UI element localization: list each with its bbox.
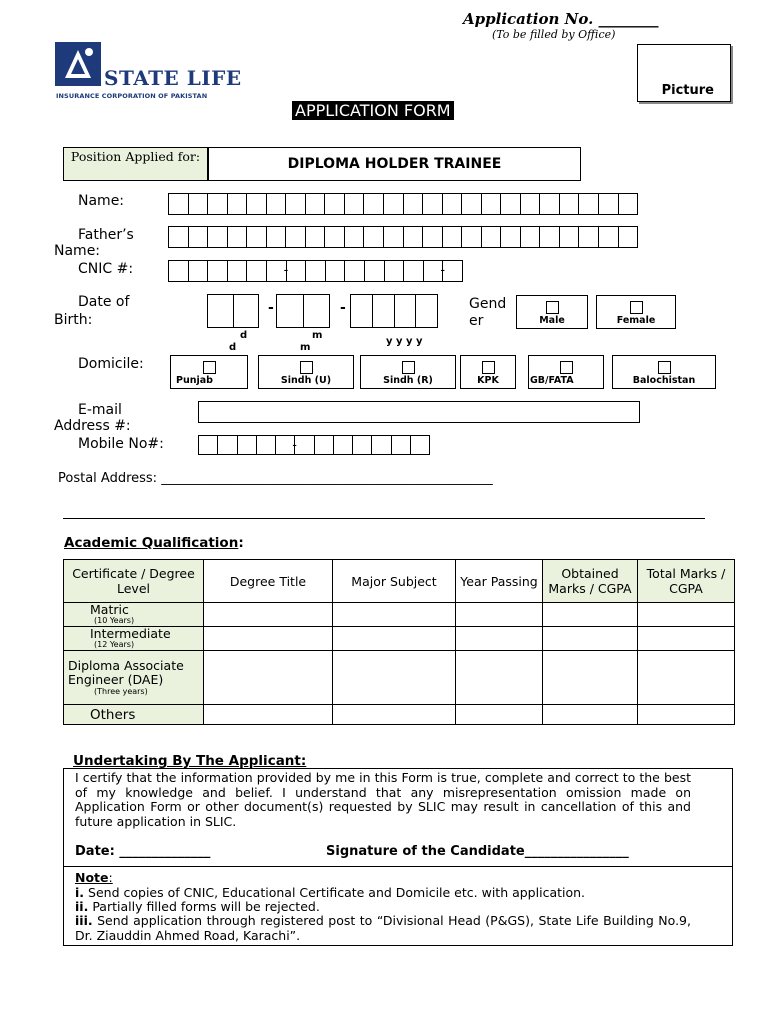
table-row: Intermediate (12 Years) bbox=[64, 627, 735, 651]
column-header: Degree Title bbox=[204, 560, 333, 603]
position-value: DIPLOMA HOLDER TRAINEE bbox=[208, 147, 581, 181]
dob-mm-hint: m bbox=[300, 342, 311, 353]
state-life-logo-icon bbox=[55, 42, 101, 86]
dob-yyyy-hint: y y y y bbox=[386, 336, 423, 347]
domicile-gbfata-checkbox[interactable]: GB/FATA bbox=[528, 355, 604, 389]
dob-dd-hint: d bbox=[229, 342, 237, 353]
dob-month-input[interactable] bbox=[276, 294, 330, 328]
note-item: iii. Send application through registered post to “Divisional Head (P&GS), State Life Building No.9, Dr. Ziauddin Ahmed Road, Karachi”. bbox=[75, 913, 691, 943]
mobile-label: Mobile No#: bbox=[78, 436, 164, 452]
academic-table bbox=[63, 559, 735, 725]
logo-name: STATE LIFE bbox=[104, 66, 242, 90]
column-header: Total Marks / CGPA bbox=[638, 560, 735, 603]
column-header: Major Subject bbox=[333, 560, 456, 603]
gender-label-line1: Gend bbox=[469, 296, 507, 312]
note-item: ii. Partially filled forms will be rejected. bbox=[75, 899, 320, 914]
column-header: Obtained Marks / CGPA bbox=[543, 560, 638, 603]
dob-day-input[interactable] bbox=[207, 294, 259, 328]
dob-year-input[interactable] bbox=[350, 294, 438, 328]
signature-field[interactable]: Signature of the Candidate________________ bbox=[326, 844, 629, 859]
name-label: Name: bbox=[78, 193, 125, 209]
gender-label-line2: er bbox=[469, 313, 484, 329]
dob-separator: - bbox=[268, 300, 274, 316]
logo-subtitle: INSURANCE CORPORATION OF PAKISTAN bbox=[56, 92, 208, 100]
note-item: i. Send copies of CNIC, Educational Certificate and Domicile etc. with application. bbox=[75, 885, 586, 900]
table-row: Others bbox=[64, 705, 735, 725]
column-header: Certificate / Degree Level bbox=[64, 560, 204, 603]
dob-dd-hint: d bbox=[240, 330, 248, 341]
domicile-balochistan-checkbox[interactable]: Balochistan bbox=[612, 355, 716, 389]
dob-label-line2: Birth: bbox=[54, 312, 93, 328]
domicile-label: Domicile: bbox=[78, 356, 144, 372]
domicile-punjab-checkbox[interactable]: Punjab bbox=[170, 355, 248, 389]
father-name-input[interactable] bbox=[168, 226, 638, 248]
postal-address-label: Postal Address: ___________________________________________________ bbox=[58, 471, 493, 486]
picture-label: Picture bbox=[661, 83, 714, 98]
undertaking-heading: Undertaking By The Applicant: bbox=[73, 753, 307, 769]
email-label-line1: E-mail bbox=[78, 402, 122, 418]
postal-address-line[interactable] bbox=[63, 518, 705, 519]
gender-male-checkbox[interactable]: Male bbox=[516, 295, 588, 329]
table-row: Matric (10 Years) bbox=[64, 603, 735, 627]
cnic-input[interactable]: - - bbox=[168, 260, 463, 282]
form-title: APPLICATION FORM bbox=[292, 101, 454, 120]
domicile-sindh-urban-checkbox[interactable]: Sindh (U) bbox=[258, 355, 354, 389]
application-number-note: (To be filled by Office) bbox=[492, 28, 616, 41]
undertaking-text: I certify that the information provided by me in this Form is true, complete and correct to the best of my knowledge and belief. I understand that any misrepresentation omission made on Application Form or other document(s) requested by SLIC may result in cancellation of this and future application in SLIC. bbox=[75, 770, 691, 829]
date-field[interactable]: Date: ______________ bbox=[75, 844, 211, 859]
dob-mm-hint: m bbox=[312, 330, 323, 341]
email-label-line2: Address #: bbox=[54, 418, 131, 434]
note-heading: Note: bbox=[75, 870, 113, 885]
column-header: Year Passing bbox=[456, 560, 543, 603]
dob-label-line1: Date of bbox=[78, 294, 130, 310]
dob-separator: - bbox=[340, 300, 346, 316]
application-number: Application No. ________ bbox=[463, 10, 659, 28]
academic-heading: Academic Qualification: bbox=[64, 535, 244, 551]
domicile-kpk-checkbox[interactable]: KPK bbox=[460, 355, 516, 389]
domicile-sindh-rural-checkbox[interactable]: Sindh (R) bbox=[360, 355, 456, 389]
name-input[interactable] bbox=[168, 193, 638, 215]
position-label: Position Applied for: bbox=[63, 147, 208, 181]
divider bbox=[63, 866, 733, 867]
picture-box bbox=[637, 44, 731, 102]
mobile-input[interactable]: - bbox=[198, 435, 430, 455]
cnic-label: CNIC #: bbox=[78, 261, 134, 277]
father-name-label-line2: Name: bbox=[54, 243, 101, 259]
father-name-label-line1: Father’s bbox=[78, 227, 134, 243]
email-input[interactable] bbox=[198, 401, 640, 423]
table-row: Diploma Associate Engineer (DAE) (Three years) bbox=[64, 651, 735, 705]
gender-female-checkbox[interactable]: Female bbox=[596, 295, 676, 329]
